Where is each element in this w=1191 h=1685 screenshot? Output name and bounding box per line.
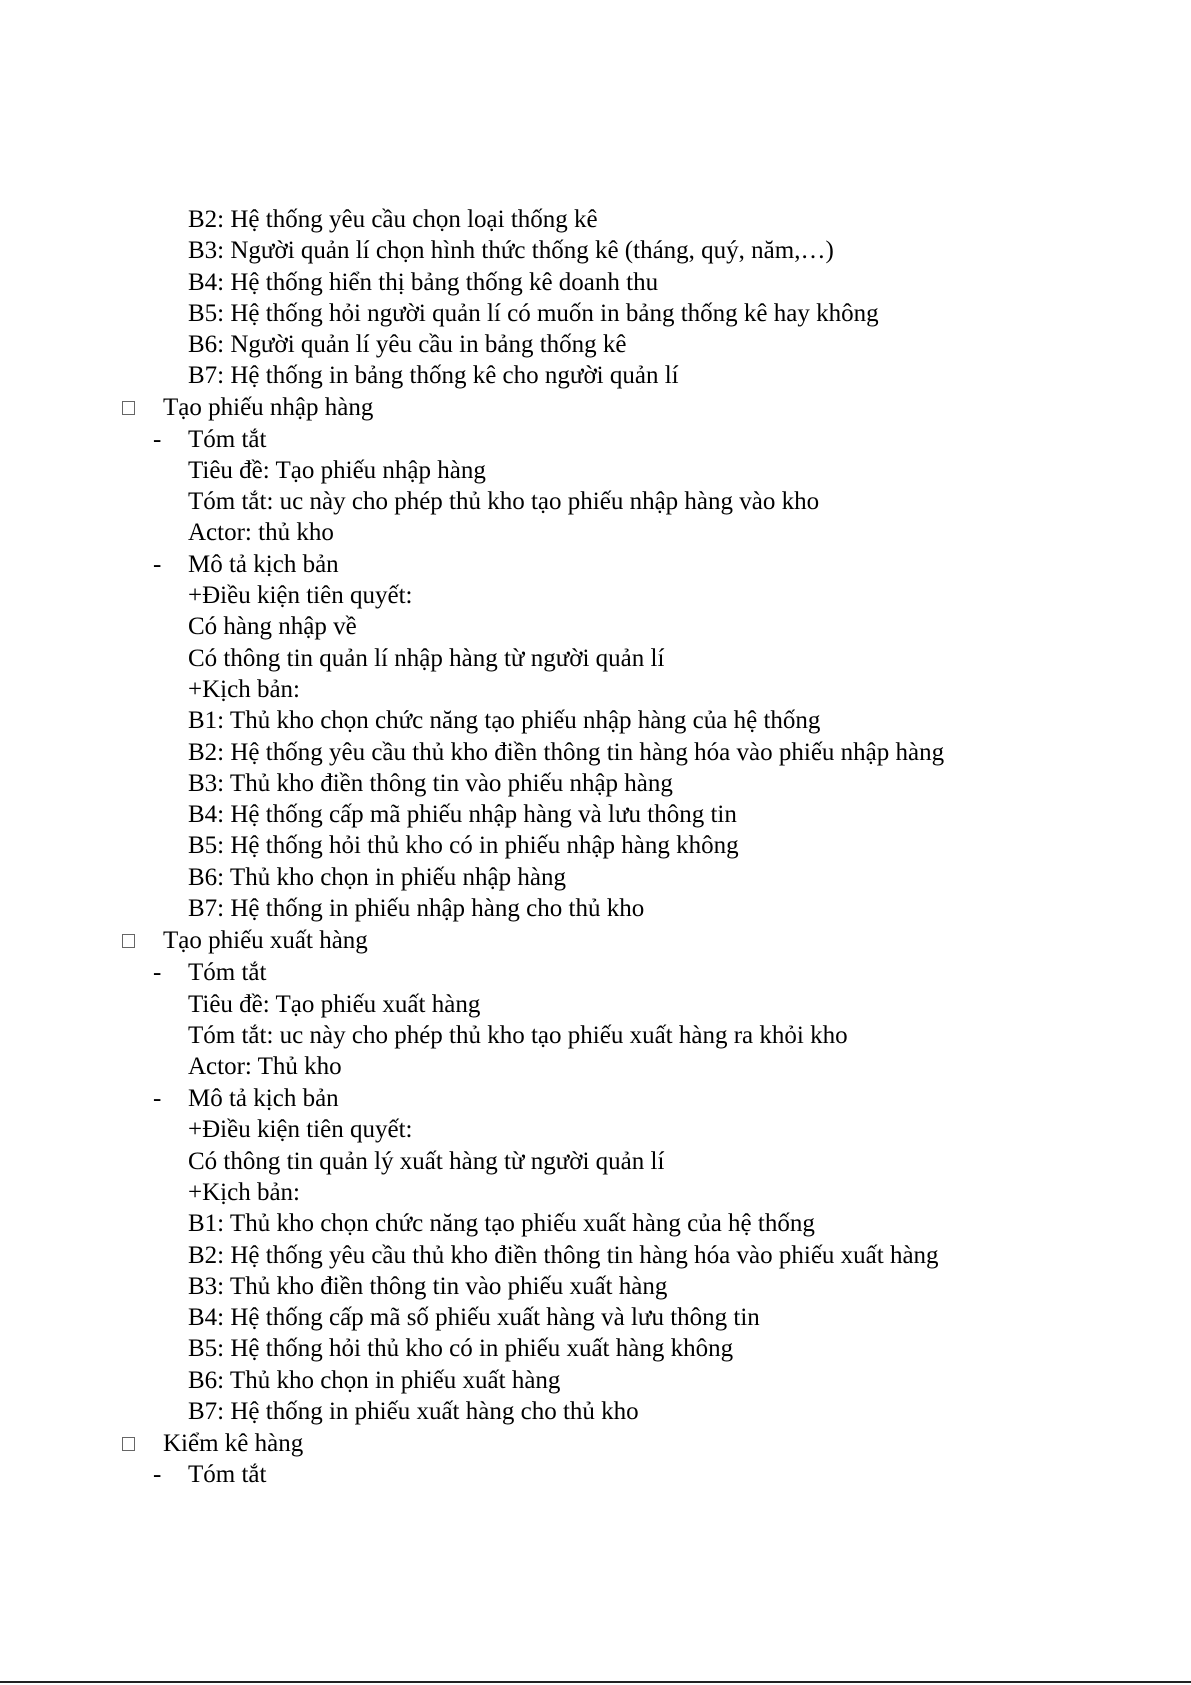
scenario-line: B5: Hệ thống hỏi thủ kho có in phiếu xuất hàng không bbox=[188, 1335, 734, 1362]
scenario-line: Có hàng nhập về bbox=[188, 613, 357, 640]
intro-step: B5: Hệ thống hỏi người quản lí có muốn in bảng thống kê hay không bbox=[188, 300, 879, 327]
scenario-line: Có thông tin quản lí nhập hàng từ người quản lí bbox=[188, 645, 665, 672]
dash-bullet: - bbox=[153, 1461, 162, 1488]
scenario-line: B2: Hệ thống yêu cầu thủ kho điền thông tin hàng hóa vào phiếu nhập hàng bbox=[188, 739, 945, 766]
scenario-line: +Điều kiện tiên quyết: bbox=[188, 1116, 413, 1143]
scenario-line: B1: Thủ kho chọn chức năng tạo phiếu nhập hàng của hệ thống bbox=[188, 707, 821, 734]
bullet-box-icon bbox=[122, 1437, 135, 1451]
intro-step: B7: Hệ thống in bảng thống kê cho người quản lí bbox=[188, 362, 679, 389]
intro-step: B2: Hệ thống yêu cầu chọn loại thống kê bbox=[188, 206, 598, 233]
scenario-line: Có thông tin quản lý xuất hàng từ người quản lí bbox=[188, 1148, 665, 1175]
dash-bullet: - bbox=[153, 426, 162, 453]
scenario-line: B1: Thủ kho chọn chức năng tạo phiếu xuất hàng của hệ thống bbox=[188, 1210, 815, 1237]
scenario-line: B6: Thủ kho chọn in phiếu xuất hàng bbox=[188, 1367, 561, 1394]
summary-label: Tóm tắt bbox=[188, 1461, 267, 1488]
intro-step: B3: Người quản lí chọn hình thức thống kê (tháng, quý, năm,…) bbox=[188, 237, 834, 264]
summary-line: Tóm tắt: uc này cho phép thủ kho tạo phiếu xuất hàng ra khỏi kho bbox=[188, 1022, 848, 1049]
summary-line: Tiêu đề: Tạo phiếu xuất hàng bbox=[188, 991, 481, 1018]
summary-line: Tiêu đề: Tạo phiếu nhập hàng bbox=[188, 457, 486, 484]
scenario-line: B7: Hệ thống in phiếu xuất hàng cho thủ kho bbox=[188, 1398, 639, 1425]
summary-line: Tóm tắt: uc này cho phép thủ kho tạo phiếu nhập hàng vào kho bbox=[188, 488, 820, 515]
scenario-line: B2: Hệ thống yêu cầu thủ kho điền thông tin hàng hóa vào phiếu xuất hàng bbox=[188, 1242, 939, 1269]
scenario-line: +Kịch bản: bbox=[188, 676, 300, 703]
scenario-label: Mô tả kịch bản bbox=[188, 551, 339, 578]
bullet-box-icon bbox=[122, 401, 135, 415]
scenario-label: Mô tả kịch bản bbox=[188, 1085, 339, 1112]
scenario-line: B4: Hệ thống cấp mã phiếu nhập hàng và lưu thông tin bbox=[188, 801, 737, 828]
scenario-line: B4: Hệ thống cấp mã số phiếu xuất hàng và lưu thông tin bbox=[188, 1304, 760, 1331]
dash-bullet: - bbox=[153, 1085, 162, 1112]
scenario-line: +Điều kiện tiên quyết: bbox=[188, 582, 413, 609]
scenario-line: B7: Hệ thống in phiếu nhập hàng cho thủ kho bbox=[188, 895, 645, 922]
section-heading: Tạo phiếu nhập hàng bbox=[163, 394, 374, 421]
scenario-line: +Kịch bản: bbox=[188, 1179, 300, 1206]
summary-label: Tóm tắt bbox=[188, 426, 267, 453]
scenario-line: B5: Hệ thống hỏi thủ kho có in phiếu nhập hàng không bbox=[188, 832, 739, 859]
page-bottom-rule bbox=[0, 1681, 1191, 1683]
dash-bullet: - bbox=[153, 959, 162, 986]
section-heading: Kiểm kê hàng bbox=[163, 1430, 304, 1457]
scenario-line: B3: Thủ kho điền thông tin vào phiếu xuất hàng bbox=[188, 1273, 668, 1300]
intro-step: B6: Người quản lí yêu cầu in bảng thống kê bbox=[188, 331, 627, 358]
scenario-line: B3: Thủ kho điền thông tin vào phiếu nhập hàng bbox=[188, 770, 673, 797]
scenario-line: B6: Thủ kho chọn in phiếu nhập hàng bbox=[188, 864, 566, 891]
dash-bullet: - bbox=[153, 551, 162, 578]
bullet-box-icon bbox=[122, 934, 135, 948]
summary-label: Tóm tắt bbox=[188, 959, 267, 986]
section-heading: Tạo phiếu xuất hàng bbox=[163, 927, 368, 954]
intro-step: B4: Hệ thống hiển thị bảng thống kê doanh thu bbox=[188, 269, 659, 296]
summary-line: Actor: Thủ kho bbox=[188, 1053, 342, 1080]
summary-line: Actor: thủ kho bbox=[188, 519, 334, 546]
